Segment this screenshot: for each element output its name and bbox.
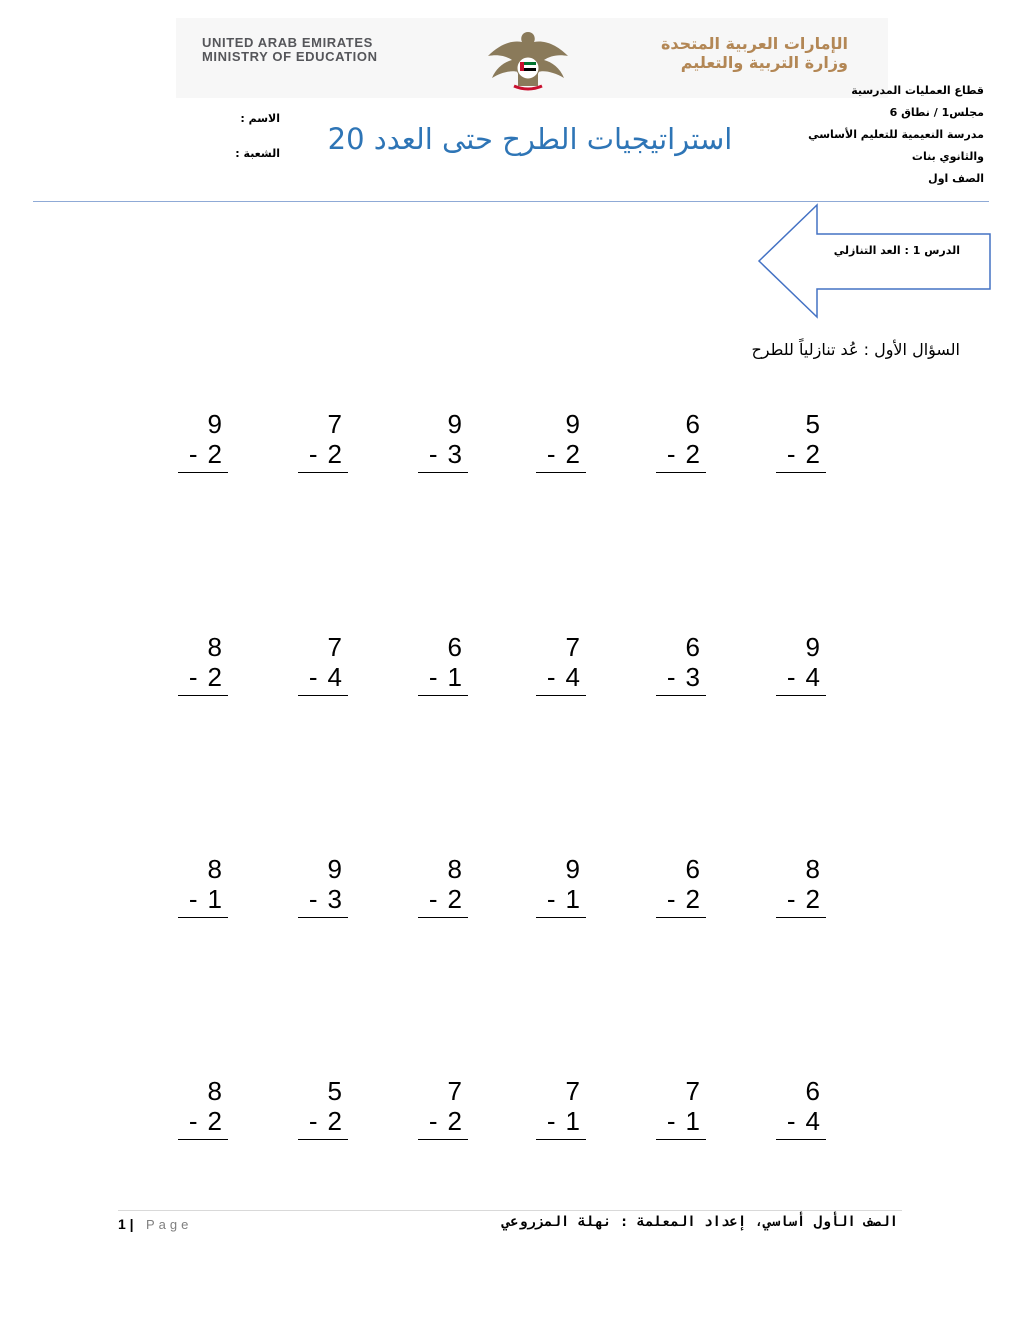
footer-divider [118, 1210, 902, 1211]
minus-sign: - [546, 1106, 556, 1136]
answer-line [656, 472, 706, 473]
subtrahend-value: 1 [565, 884, 580, 914]
subtrahend-value: 1 [207, 884, 222, 914]
subtraction-problem [654, 633, 706, 699]
subtraction-problem [176, 855, 228, 921]
answer-line [298, 472, 348, 473]
minus-sign: - [188, 1106, 198, 1136]
subtraction-problem [296, 1077, 348, 1143]
subtraction-problem [774, 1077, 826, 1143]
subtrahend-value: 4 [327, 662, 342, 692]
subtrahend-value: 1 [447, 662, 462, 692]
subtrahend [547, 885, 580, 913]
answer-line [418, 472, 468, 473]
left-arrow-icon [757, 203, 992, 319]
subtraction-problem [296, 855, 348, 921]
subtrahend [189, 440, 222, 468]
subtrahend [547, 1107, 580, 1135]
subtrahend-value: 3 [327, 884, 342, 914]
answer-line [418, 917, 468, 918]
subtrahend-value: 1 [685, 1106, 700, 1136]
subtraction-problem [654, 1077, 706, 1143]
minus-sign: - [546, 884, 556, 914]
question-text: السؤال الأول : عُد تنازلياً للطرح [751, 340, 960, 359]
answer-line [536, 917, 586, 918]
subtraction-problem [774, 855, 826, 921]
school-info-line: مجلس1 / نطاق 6 [889, 106, 984, 119]
minus-sign: - [666, 884, 676, 914]
minuend: 9 [565, 409, 580, 439]
subtrahend-value: 2 [207, 1106, 222, 1136]
subtrahend-value: 3 [447, 439, 462, 469]
subtraction-problem [534, 855, 586, 921]
subtrahend [189, 1107, 222, 1135]
subtrahend [667, 440, 700, 468]
answer-line [298, 695, 348, 696]
subtrahend [429, 885, 462, 913]
minuend: 7 [327, 409, 342, 439]
subtrahend-value: 2 [447, 1106, 462, 1136]
page-number: 1 | [118, 1216, 134, 1232]
answer-line [776, 472, 826, 473]
minus-sign: - [308, 884, 318, 914]
subtraction-problem [416, 410, 468, 476]
school-info-line: مدرسة النعيمية للتعليم الأساسي [808, 128, 984, 141]
section-field-label: الشعبة : [235, 147, 280, 160]
subtrahend [667, 885, 700, 913]
answer-line [178, 695, 228, 696]
subtraction-problem [774, 633, 826, 699]
minus-sign: - [786, 1106, 796, 1136]
minus-sign: - [308, 1106, 318, 1136]
minus-sign: - [188, 662, 198, 692]
subtrahend [787, 1107, 820, 1135]
answer-line [656, 917, 706, 918]
name-field-label: الاسم : [240, 112, 280, 125]
school-info-line: الصف اول [928, 172, 984, 185]
minuend: 7 [685, 1076, 700, 1106]
subtrahend [309, 440, 342, 468]
subtrahend [787, 885, 820, 913]
minus-sign: - [666, 1106, 676, 1136]
minuend: 8 [447, 854, 462, 884]
minus-sign: - [308, 662, 318, 692]
subtraction-problem [654, 855, 706, 921]
minuend: 7 [565, 1076, 580, 1106]
ministry-name-english [202, 36, 378, 64]
minus-sign: - [786, 662, 796, 692]
minus-sign: - [786, 884, 796, 914]
minus-sign: - [546, 662, 556, 692]
subtrahend [189, 885, 222, 913]
minus-sign: - [666, 662, 676, 692]
subtrahend [547, 663, 580, 691]
subtraction-problem [534, 633, 586, 699]
minuend: 9 [327, 854, 342, 884]
answer-line [656, 1139, 706, 1140]
answer-line [178, 1139, 228, 1140]
ministry-name-arabic [661, 34, 848, 72]
minus-sign: - [546, 439, 556, 469]
ministry-en-line2: MINISTRY OF EDUCATION [202, 49, 378, 64]
subtrahend-value: 2 [327, 1106, 342, 1136]
minus-sign: - [786, 439, 796, 469]
subtrahend-value: 2 [685, 439, 700, 469]
subtraction-problem [176, 633, 228, 699]
subtraction-problem [416, 855, 468, 921]
subtrahend-value: 2 [327, 439, 342, 469]
worksheet-title: استراتيجيات الطرح حتى العدد 20 [327, 122, 733, 156]
minuend: 6 [685, 854, 700, 884]
subtrahend [309, 885, 342, 913]
subtraction-problem [534, 1077, 586, 1143]
subtraction-problem [416, 1077, 468, 1143]
subtraction-problem [654, 410, 706, 476]
answer-line [536, 695, 586, 696]
minuend: 8 [805, 854, 820, 884]
minuend: 5 [805, 409, 820, 439]
answer-line [298, 917, 348, 918]
uae-emblem-icon [482, 26, 574, 92]
answer-line [776, 695, 826, 696]
minus-sign: - [428, 662, 438, 692]
answer-line [418, 1139, 468, 1140]
school-info-line: والثانوي بنات [911, 150, 984, 163]
subtrahend [429, 663, 462, 691]
subtrahend [429, 440, 462, 468]
subtrahend [787, 663, 820, 691]
subtrahend-value: 1 [565, 1106, 580, 1136]
subtrahend-value: 2 [805, 884, 820, 914]
minus-sign: - [188, 439, 198, 469]
minuend: 9 [447, 409, 462, 439]
answer-line [178, 472, 228, 473]
minuend: 6 [685, 409, 700, 439]
minus-sign: - [428, 1106, 438, 1136]
subtrahend-value: 2 [447, 884, 462, 914]
subtrahend [309, 1107, 342, 1135]
subtrahend [547, 440, 580, 468]
minuend: 7 [565, 632, 580, 662]
subtraction-problem [176, 1077, 228, 1143]
ministry-ar-line1: الإمارات العربية المتحدة [660, 34, 848, 53]
minuend: 8 [207, 1076, 222, 1106]
answer-line [418, 695, 468, 696]
subtraction-problem [176, 410, 228, 476]
subtrahend [667, 663, 700, 691]
subtrahend [667, 1107, 700, 1135]
answer-line [298, 1139, 348, 1140]
subtrahend [429, 1107, 462, 1135]
minuend: 5 [327, 1076, 342, 1106]
minus-sign: - [308, 439, 318, 469]
ministry-ar-line2: وزارة التربية والتعليم [680, 53, 848, 72]
subtraction-problem [774, 410, 826, 476]
minuend: 7 [327, 632, 342, 662]
lesson-label: الدرس 1 : العد التنازلي [833, 244, 960, 257]
minus-sign: - [666, 439, 676, 469]
answer-line [536, 472, 586, 473]
subtrahend [189, 663, 222, 691]
subtrahend-value: 4 [565, 662, 580, 692]
subtrahend [787, 440, 820, 468]
answer-line [536, 1139, 586, 1140]
ministry-en-line1: UNITED ARAB EMIRATES [202, 35, 373, 50]
subtraction-problem [296, 633, 348, 699]
subtrahend-value: 2 [207, 662, 222, 692]
subtrahend-value: 4 [805, 1106, 820, 1136]
footer-credit: الصف الأول أساسي، إعداد المعلمة : نهلة المزروعي [501, 1214, 898, 1230]
minuend: 9 [207, 409, 222, 439]
answer-line [178, 917, 228, 918]
minuend: 9 [805, 632, 820, 662]
subtrahend-value: 3 [685, 662, 700, 692]
subtrahend-value: 2 [565, 439, 580, 469]
minuend: 7 [447, 1076, 462, 1106]
minuend: 6 [447, 632, 462, 662]
subtrahend-value: 2 [207, 439, 222, 469]
subtrahend-value: 2 [805, 439, 820, 469]
subtraction-problem [296, 410, 348, 476]
minus-sign: - [428, 884, 438, 914]
subtraction-problem [416, 633, 468, 699]
subtrahend [309, 663, 342, 691]
minuend: 8 [207, 632, 222, 662]
minus-sign: - [428, 439, 438, 469]
subtrahend-value: 4 [805, 662, 820, 692]
minus-sign: - [188, 884, 198, 914]
header-divider [33, 201, 989, 202]
subtrahend-value: 2 [685, 884, 700, 914]
minuend: 9 [565, 854, 580, 884]
school-info-line: قطاع العمليات المدرسية [851, 84, 984, 97]
answer-line [776, 917, 826, 918]
answer-line [656, 695, 706, 696]
answer-line [776, 1139, 826, 1140]
minuend: 6 [805, 1076, 820, 1106]
minuend: 8 [207, 854, 222, 884]
page-word: Page [146, 1217, 193, 1232]
subtraction-problem [534, 410, 586, 476]
minuend: 6 [685, 632, 700, 662]
school-info [744, 80, 984, 190]
